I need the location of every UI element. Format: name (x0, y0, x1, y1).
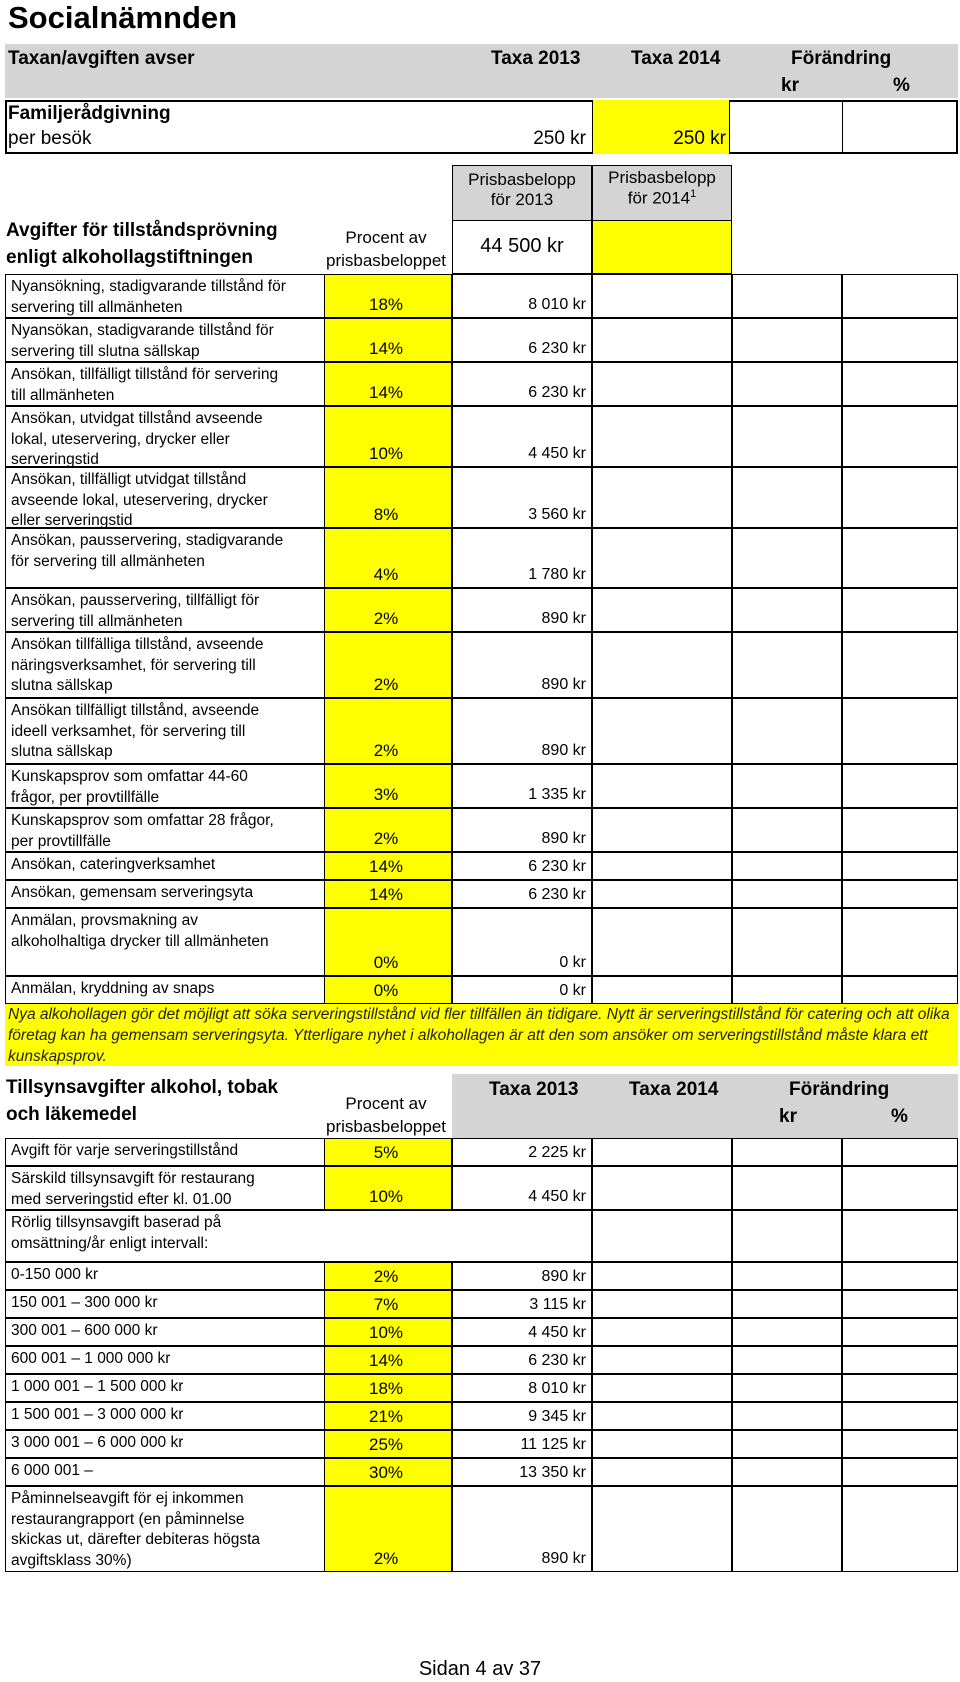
empty-cell (592, 1166, 732, 1210)
row-label: Ansökan, tillfälligt tillstånd för servering (11, 366, 279, 383)
familj-2013-value: 250 kr (533, 128, 586, 149)
row-label: Ansökan, cateringverksamhet (11, 856, 216, 873)
row-pct: 14% (368, 339, 404, 358)
empty-cell (592, 1458, 732, 1486)
empty-cell (592, 852, 732, 880)
empty-cell (842, 1138, 958, 1166)
row-amount: 0 kr (559, 954, 586, 971)
row-label: Nyansökan, stadigvarande tillstånd för (11, 322, 274, 339)
row-pct: 0% (373, 953, 399, 972)
row-amount: 8 010 kr (528, 1380, 586, 1397)
empty-cell (842, 1318, 958, 1346)
header-kr: kr (781, 75, 799, 96)
table-row (5, 976, 958, 1004)
empty-cell (842, 1458, 958, 1486)
row-label: Ansökan, pausservering, stadigvarande (11, 532, 284, 549)
table-row (5, 808, 958, 852)
empty-cell (842, 632, 958, 698)
table-row (5, 318, 958, 362)
tillsyn-header-bar (452, 1074, 958, 1138)
row-amount: 1 335 kr (528, 786, 586, 803)
empty-cell (842, 1166, 958, 1210)
row-label: servering till allmänheten (11, 612, 183, 630)
empty-cell (842, 467, 958, 528)
pbb-2014-line2-wrap (593, 188, 731, 209)
row-label: lokal, uteservering, drycker eller (11, 430, 230, 448)
row-label: Ansökan, tillfälligt utvidgat tillstånd (11, 471, 247, 488)
empty-cell (842, 1430, 958, 1458)
tillsyn-col-forandring: Förändring (789, 1079, 890, 1100)
empty-cell (732, 880, 842, 908)
page-title: Socialnämnden (8, 0, 238, 35)
row-label: för servering till allmänheten (11, 552, 205, 570)
row-label: 1 500 001 – 3 000 000 kr (11, 1406, 184, 1423)
row-pct: 21% (368, 1407, 404, 1426)
header-pct: % (893, 75, 910, 96)
empty-cell (732, 1318, 842, 1346)
row-amount: 3 560 kr (528, 506, 586, 523)
alkohol-note: Nya alkohollagen gör det möjligt att söka serveringstillstånd vid fler tillfällen än tidigare. Nytt är serveringstillstånd för catering och att olika företag kan ha gemensam serveringsyta. Ytterligare nyhet i alkohollagen är att den som ansöker om serveringstillstånd måste klara ett kunskapsprov. (5, 1004, 958, 1066)
empty-cell (732, 1166, 842, 1210)
tillsyn-procent-line2: prisbasbeloppet (325, 1117, 447, 1136)
row-amount: 4 450 kr (528, 1188, 586, 1205)
row-pct: 30% (368, 1463, 404, 1482)
row-label: Kunskapsprov som omfattar 28 frågor, (11, 812, 274, 829)
pbb-2013-line2: för 2013 (490, 190, 554, 209)
row-label: Anmälan, kryddning av snaps (11, 980, 215, 997)
empty-cell (592, 1346, 732, 1374)
row-label: 6 000 001 – (11, 1462, 93, 1479)
table-row (5, 1458, 958, 1486)
empty-cell (732, 406, 842, 467)
row-amount: 890 kr (541, 830, 586, 847)
empty-cell (592, 1138, 732, 1166)
table-row (5, 908, 958, 976)
empty-cell (592, 274, 732, 318)
procent-line2: prisbasbeloppet (325, 251, 447, 270)
table-row (5, 1430, 958, 1458)
row-amount: 3 115 kr (529, 1296, 586, 1313)
empty-cell (732, 1430, 842, 1458)
header-taxa-2013: Taxa 2013 (491, 48, 581, 69)
pbb-2014-line2: för 2014 (627, 188, 691, 208)
row-label: ideell verksamhet, för servering till (11, 722, 246, 740)
empty-cell (732, 318, 842, 362)
row-label: Särskild tillsynsavgift för restaurang (11, 1170, 255, 1187)
empty-cell (732, 274, 842, 318)
empty-cell (842, 808, 958, 852)
row-label: avseende lokal, uteservering, drycker (11, 491, 268, 509)
row-label: Ansökan tillfälliga tillstånd, avseende (11, 636, 264, 653)
row-amount: 890 kr (541, 1268, 586, 1285)
row-amount: 6 230 kr (528, 384, 586, 401)
row-label: Avgift för varje serveringstillstånd (11, 1142, 239, 1159)
table-row (5, 852, 958, 880)
empty-cell (842, 588, 958, 632)
row-label: servering till allmänheten (11, 298, 183, 316)
empty-cell (842, 1402, 958, 1430)
row-pct: 0% (373, 981, 399, 1000)
empty-cell (842, 1262, 958, 1290)
familj-divider (842, 100, 843, 154)
empty-cell (592, 406, 732, 467)
row-label: 300 001 – 600 000 kr (11, 1322, 158, 1339)
empty-cell (732, 1210, 842, 1262)
table-row (5, 362, 958, 406)
empty-cell (732, 1290, 842, 1318)
row-label: näringsverksamhet, för servering till (11, 656, 256, 674)
row-pct: 10% (368, 1187, 404, 1206)
row-amount: 4 450 kr (528, 1324, 586, 1341)
row-amount: 6 230 kr (528, 886, 586, 903)
row-label: per provtillfälle (11, 832, 111, 850)
empty-cell (732, 588, 842, 632)
row-pct: 18% (368, 295, 404, 314)
row-amount: 13 350 kr (519, 1464, 586, 1481)
row-label: Anmälan, provsmakning av (11, 912, 198, 929)
pbb-2014-sup: 1 (690, 188, 697, 200)
empty-cell (732, 528, 842, 588)
pbb-2014-value-box (592, 220, 732, 274)
row-pct: 25% (368, 1435, 404, 1454)
row-label: avgiftsklass 30%) (11, 1551, 132, 1569)
pbb-2014-line1: Prisbasbelopp (608, 168, 716, 187)
empty-cell (592, 764, 732, 808)
row-label: omsättning/år enligt intervall: (11, 1234, 209, 1252)
empty-cell (592, 467, 732, 528)
pbb-2014-header (592, 165, 732, 221)
row-label: frågor, per provtillfälle (11, 788, 160, 806)
tillsyn-col-2013: Taxa 2013 (489, 1079, 579, 1100)
empty-cell (842, 406, 958, 467)
row-pct: 2% (373, 1549, 399, 1568)
empty-cell (732, 1486, 842, 1572)
row-label: restaurangrapport (en påminnelse (11, 1510, 245, 1528)
row-label: Ansökan, gemensam serveringsyta (11, 884, 254, 901)
tillsyn-col-kr: kr (779, 1106, 797, 1127)
table-row (5, 1402, 958, 1430)
table-row (5, 1210, 958, 1262)
row-label: eller serveringstid (11, 512, 133, 529)
table-row (5, 880, 958, 908)
row-amount: 6 230 kr (528, 1352, 586, 1369)
row-label: servering till slutna sällskap (11, 342, 200, 360)
empty-cell (842, 908, 958, 976)
row-pct: 18% (368, 1379, 404, 1398)
row-label: 600 001 – 1 000 000 kr (11, 1350, 171, 1367)
table-row (5, 406, 958, 467)
pbb-2013-value-box (452, 220, 592, 274)
familj-2014-value: 250 kr (673, 128, 726, 149)
table-header (5, 44, 958, 98)
empty-cell (732, 808, 842, 852)
empty-cell (732, 1374, 842, 1402)
row-amount: 1 780 kr (528, 566, 586, 583)
empty-cell (842, 1346, 958, 1374)
empty-cell (592, 976, 732, 1004)
empty-cell (592, 1262, 732, 1290)
header-forandring: Förändring (791, 48, 892, 69)
empty-cell (732, 1262, 842, 1290)
row-label: Ansökan tillfälligt tillstånd, avseende (11, 702, 260, 719)
empty-cell (732, 698, 842, 764)
row-pct: 8% (373, 505, 399, 524)
alkohol-title-2: enligt alkohollagstiftningen (6, 247, 253, 268)
pbb-2013-header (452, 165, 592, 221)
table-row (5, 1346, 958, 1374)
tillsyn-col-2014: Taxa 2014 (629, 1079, 719, 1100)
empty-cell (592, 808, 732, 852)
header-avser: Taxan/avgiften avser (8, 48, 195, 69)
empty-cell (842, 698, 958, 764)
row-pct: 10% (368, 1323, 404, 1342)
empty-cell (592, 908, 732, 976)
page-footer: Sidan 4 av 37 (418, 1658, 542, 1680)
empty-cell (592, 362, 732, 406)
row-label: Ansökan, utvidgat tillstånd avseende (11, 410, 263, 427)
empty-cell (592, 1402, 732, 1430)
row-pct: 14% (368, 885, 404, 904)
empty-cell (842, 318, 958, 362)
table-row (5, 1138, 958, 1166)
empty-cell (842, 1374, 958, 1402)
row-label: alkoholhaltiga drycker till allmänheten (11, 932, 269, 950)
empty-cell (592, 632, 732, 698)
empty-cell (592, 1486, 732, 1572)
row-label: Nyansökning, stadigvarande tillstånd för (11, 278, 286, 295)
row-amount: 11 125 kr (520, 1436, 586, 1453)
empty-cell (592, 318, 732, 362)
row-pct: 14% (368, 857, 404, 876)
row-amount: 2 225 kr (528, 1144, 586, 1161)
table-row (5, 1374, 958, 1402)
row-label: 0-150 000 kr (11, 1266, 99, 1283)
table-row (5, 1318, 958, 1346)
table-row (5, 528, 958, 588)
row-label: skickas ut, därefter debiteras högsta (11, 1531, 260, 1548)
empty-cell (592, 528, 732, 588)
row-amount: 9 345 kr (528, 1408, 586, 1425)
row-pct: 2% (373, 741, 399, 760)
row-pct: 2% (373, 675, 399, 694)
row-amount: 8 010 kr (528, 296, 586, 313)
row-pct: 4% (373, 565, 399, 584)
row-pct: 5% (373, 1143, 399, 1162)
pbb-2013-line1: Prisbasbelopp (468, 170, 576, 189)
empty-cell (732, 852, 842, 880)
empty-cell (732, 362, 842, 406)
table-row (5, 632, 958, 698)
pct-cell (324, 1210, 452, 1262)
empty-cell (842, 1210, 958, 1262)
row-amount: 890 kr (541, 610, 586, 627)
row-label: serveringstid (11, 451, 99, 468)
empty-cell (592, 588, 732, 632)
tillsyn-title-1: Tillsynsavgifter alkohol, tobak (6, 1077, 279, 1098)
header-taxa-2014: Taxa 2014 (631, 48, 721, 69)
row-amount: 0 kr (559, 982, 586, 999)
empty-cell (592, 698, 732, 764)
row-pct: 14% (368, 1351, 404, 1370)
row-pct: 2% (373, 1267, 399, 1286)
empty-cell (842, 362, 958, 406)
empty-cell (592, 880, 732, 908)
empty-cell (842, 274, 958, 318)
table-row (5, 467, 958, 528)
row-label: till allmänheten (11, 386, 115, 404)
empty-cell (842, 1486, 958, 1572)
row-label: 3 000 001 – 6 000 000 kr (11, 1434, 184, 1451)
empty-cell (732, 467, 842, 528)
row-amount: 6 230 kr (528, 340, 586, 357)
table-row (5, 274, 958, 318)
empty-cell (732, 1138, 842, 1166)
table-row (5, 1290, 958, 1318)
empty-cell (592, 1318, 732, 1346)
empty-cell (732, 908, 842, 976)
alkohol-title-1: Avgifter för tillståndsprövning (6, 220, 278, 241)
row-label: Rörlig tillsynsavgift baserad på (11, 1214, 222, 1231)
row-pct: 3% (373, 785, 399, 804)
amount-cell (452, 1210, 592, 1262)
row-amount: 6 230 kr (528, 858, 586, 875)
empty-cell (842, 976, 958, 1004)
empty-cell (592, 1374, 732, 1402)
row-amount: 890 kr (541, 742, 586, 759)
empty-cell (842, 1290, 958, 1318)
row-label: Påminnelseavgift för ej inkommen (11, 1490, 244, 1507)
tillsyn-title-2: och läkemedel (6, 1104, 137, 1125)
table-row (5, 1166, 958, 1210)
empty-cell (592, 1430, 732, 1458)
procent-line1: Procent av (345, 228, 427, 247)
empty-cell (732, 976, 842, 1004)
empty-cell (732, 1458, 842, 1486)
row-label: 150 001 – 300 000 kr (11, 1294, 158, 1311)
familj-title: Familjerådgivning (8, 103, 171, 124)
row-amount: 890 kr (541, 676, 586, 693)
row-amount: 4 450 kr (528, 445, 586, 462)
table-row (5, 698, 958, 764)
row-label: med serveringstid efter kl. 01.00 (11, 1190, 232, 1208)
empty-cell (592, 1290, 732, 1318)
empty-cell (732, 1346, 842, 1374)
pbb-2013-value: 44 500 kr (480, 235, 564, 257)
row-label: Ansökan, pausservering, tillfälligt för (11, 592, 260, 609)
row-pct: 14% (368, 383, 404, 402)
empty-cell (842, 880, 958, 908)
table-row (5, 764, 958, 808)
familj-sub: per besök (8, 128, 92, 149)
row-label: slutna sällskap (11, 677, 113, 694)
empty-cell (732, 632, 842, 698)
tillsyn-procent-line1: Procent av (345, 1094, 427, 1113)
empty-cell (842, 764, 958, 808)
table-row (5, 588, 958, 632)
row-pct: 2% (373, 829, 399, 848)
row-pct: 10% (368, 444, 404, 463)
row-label: 1 000 001 – 1 500 000 kr (11, 1378, 184, 1395)
empty-cell (732, 1402, 842, 1430)
empty-cell (732, 764, 842, 808)
row-amount: 890 kr (541, 1550, 586, 1567)
empty-cell (842, 528, 958, 588)
table-row (5, 1486, 958, 1572)
row-pct: 2% (373, 609, 399, 628)
empty-cell (592, 1210, 732, 1262)
row-label: Kunskapsprov som omfattar 44-60 (11, 768, 248, 785)
row-pct: 7% (373, 1295, 399, 1314)
table-row (5, 1262, 958, 1290)
row-label: slutna sällskap (11, 743, 113, 760)
empty-cell (842, 852, 958, 880)
tillsyn-col-pct: % (891, 1106, 908, 1127)
